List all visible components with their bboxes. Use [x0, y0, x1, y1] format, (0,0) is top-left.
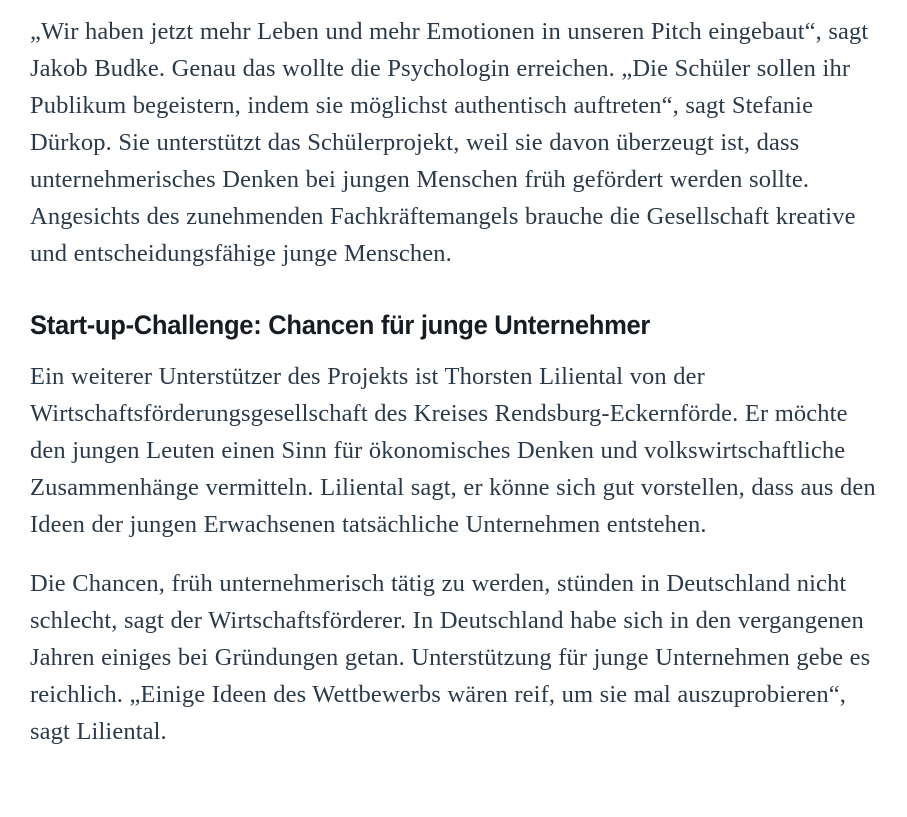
section-heading-start-up-challenge: Start-up-Challenge: Chancen für junge Unternehmer: [30, 310, 651, 340]
article-paragraph-3: Die Chancen, früh unternehmerisch tätig zu werden, stünden in Deutschland nicht schlecht, sagt der Wirtschaftsförderer. In Deutschland habe sich in den vergangenen Jahren einiges bei Gründungen getan. Unterstützung für junge Unternehmen gebe es reichlich. „Einige Ideen des Wettbewerbs wären reif, um sie mal auszuprobieren“, sagt Liliental.: [30, 570, 871, 745]
article-paragraph-2: Ein weiterer Unterstützer des Projekts ist Thorsten Liliental von der Wirtschaftsförderungsgesellschaft des Kreises Rendsburg-Eckernförde. Er möchte den jungen Leuten einen Sinn für ökonomisches Denken und volkswirtschaftliche Zusammenhänge vermitteln. Liliental sagt, er könne sich gut vorstellen, dass aus den Ideen der jungen Erwachsenen tatsächliche Unternehmen entstehen.: [30, 363, 876, 538]
article-paragraph-1: „Wir haben jetzt mehr Leben und mehr Emotionen in unseren Pitch eingebaut“, sagt Jakob Budke. Genau das wollte die Psychologin erreichen. „Die Schüler sollen ihr Publikum begeistern, indem sie möglichst authentisch auftreten“, sagt Stefanie Dürkop. Sie unterstützt das Schülerprojekt, weil sie davon überzeugt ist, dass unternehmerisches Denken bei jungen Menschen früh gefördert werden sollte. Angesichts des zunehmenden Fachkräftemangels brauche die Gesellschaft kreative und entscheidungsfähige junge Menschen.: [30, 18, 869, 267]
